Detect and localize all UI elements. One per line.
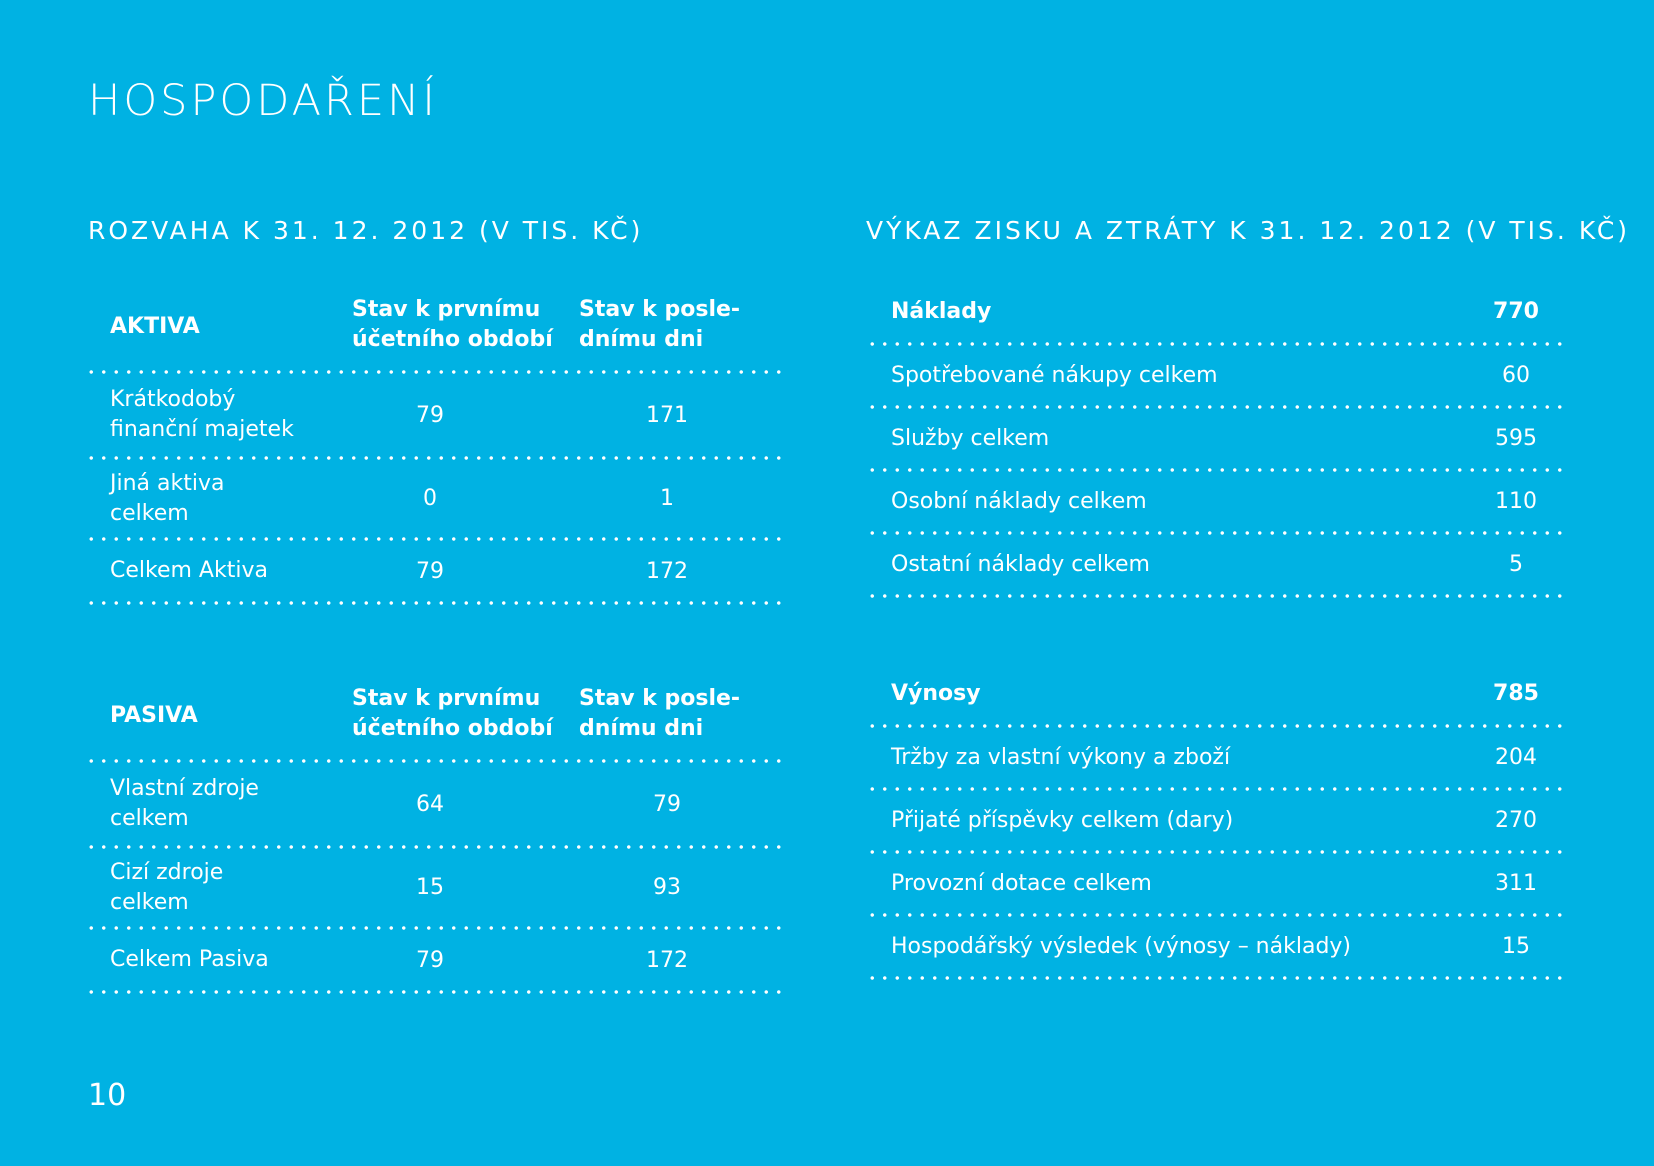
- row-value: 5: [1509, 552, 1523, 577]
- row-label: Přijaté příspěvky celkem (dary): [891, 808, 1234, 833]
- row-value: 204: [1495, 745, 1537, 770]
- row-label-line1: Cizí zdroje: [110, 859, 224, 885]
- table-row: [866, 472, 1564, 531]
- aktiva-col2-header-line2: dnímu dni: [579, 327, 704, 352]
- table-row: [866, 409, 1564, 468]
- table-row: [866, 854, 1564, 913]
- costs-table: [866, 282, 1564, 598]
- pl-section-title: VÝKAZ ZISKU A ZTRÁTY K 31. 12. 2012 (V TIS. KČ): [866, 216, 1631, 245]
- row-label-line1: Krátkodobý: [110, 387, 236, 412]
- row-value-start: 64: [416, 791, 444, 817]
- aktiva-col1-header: [352, 295, 553, 355]
- aktiva-header-label: AKTIVA: [110, 314, 200, 339]
- row-label-line1: Vlastní zdroje: [110, 776, 259, 801]
- row-value-end: 79: [653, 791, 681, 817]
- balance-section-title: ROZVAHA K 31. 12. 2012 (V TIS. KČ): [88, 216, 644, 245]
- row-value: 595: [1495, 426, 1537, 451]
- table-row: [85, 849, 787, 926]
- row-label: [110, 858, 330, 918]
- costs-total: 770: [1493, 299, 1539, 324]
- row-label: Hospodářský výsledek (výnosy – náklady): [891, 934, 1352, 959]
- row-divider: [85, 601, 787, 605]
- row-value-end: 171: [646, 402, 688, 428]
- row-value: 270: [1495, 808, 1537, 833]
- row-value-start: 79: [416, 402, 444, 428]
- row-value-end: 172: [646, 947, 688, 973]
- revenues-table: [866, 664, 1564, 980]
- row-value: 15: [1502, 934, 1530, 959]
- aktiva-col2-header: [579, 295, 740, 355]
- row-label: [110, 469, 330, 529]
- table-row: [866, 535, 1564, 594]
- table-row: [866, 917, 1564, 976]
- row-value-start: 0: [423, 486, 437, 511]
- aktiva-table: [85, 283, 787, 605]
- row-label-line2: celkem: [110, 806, 189, 831]
- row-label: Tržby za vlastní výkony a zboží: [891, 745, 1231, 770]
- pasiva-col2-header-line2: dnímu dni: [579, 716, 704, 741]
- row-label-line1: Jiná aktiva: [110, 470, 225, 496]
- row-value: 110: [1495, 489, 1537, 514]
- revenues-total: 785: [1493, 681, 1539, 706]
- row-label: [110, 774, 330, 834]
- revenues-header-row: [866, 664, 1564, 724]
- aktiva-col1-header-line2: účetního období: [352, 327, 553, 352]
- row-value-start: 79: [416, 947, 444, 973]
- aktiva-header-row: [85, 283, 787, 370]
- page-number: 10: [88, 1078, 127, 1113]
- revenues-header-label: Výnosy: [891, 681, 981, 706]
- pasiva-col2-header: [579, 684, 740, 744]
- pasiva-table: [85, 672, 787, 994]
- aktiva-col1-header-line1: Stav k prvnímu: [352, 297, 541, 322]
- pasiva-col1-header: [352, 684, 553, 744]
- pasiva-header-label: PASIVA: [110, 703, 198, 728]
- table-row: [85, 930, 787, 990]
- row-divider: [85, 990, 787, 994]
- row-label-line2: finanční majetek: [110, 417, 294, 442]
- table-row: [85, 374, 787, 456]
- pasiva-col2-header-line1: Stav k posle-: [579, 686, 741, 711]
- table-row: [866, 346, 1564, 405]
- row-label: Celkem Pasiva: [110, 947, 269, 972]
- row-value-end: 1: [660, 486, 674, 511]
- row-value-end: 93: [653, 875, 681, 900]
- row-value-start: 79: [416, 558, 444, 584]
- row-label: Osobní náklady celkem: [891, 489, 1147, 514]
- table-row: [85, 763, 787, 845]
- row-value-start: 15: [416, 875, 444, 900]
- row-label: Ostatní náklady celkem: [891, 552, 1150, 577]
- row-label: Provozní dotace celkem: [891, 871, 1152, 896]
- costs-header-label: Náklady: [891, 299, 992, 324]
- pasiva-col1-header-line2: účetního období: [352, 716, 553, 741]
- row-label: [110, 385, 330, 445]
- row-divider: [866, 976, 1564, 980]
- row-label: Celkem Aktiva: [110, 558, 268, 583]
- aktiva-col2-header-line1: Stav k posle-: [579, 297, 741, 322]
- row-value: 60: [1502, 363, 1530, 388]
- table-row: [85, 541, 787, 601]
- row-divider: [866, 594, 1564, 598]
- row-value: 311: [1495, 871, 1537, 896]
- table-row: [866, 791, 1564, 850]
- row-label-line2: celkem: [110, 889, 189, 915]
- row-value-end: 172: [646, 558, 688, 584]
- pasiva-col1-header-line1: Stav k prvnímu: [352, 686, 541, 711]
- table-row: [85, 460, 787, 537]
- row-label-line2: celkem: [110, 500, 189, 526]
- table-row: [866, 728, 1564, 787]
- page-title: HOSPODAŘENÍ: [88, 76, 438, 126]
- pasiva-header-row: [85, 672, 787, 759]
- costs-header-row: [866, 282, 1564, 342]
- row-label: Spotřebované nákupy celkem: [891, 363, 1218, 388]
- row-label: Služby celkem: [891, 426, 1050, 451]
